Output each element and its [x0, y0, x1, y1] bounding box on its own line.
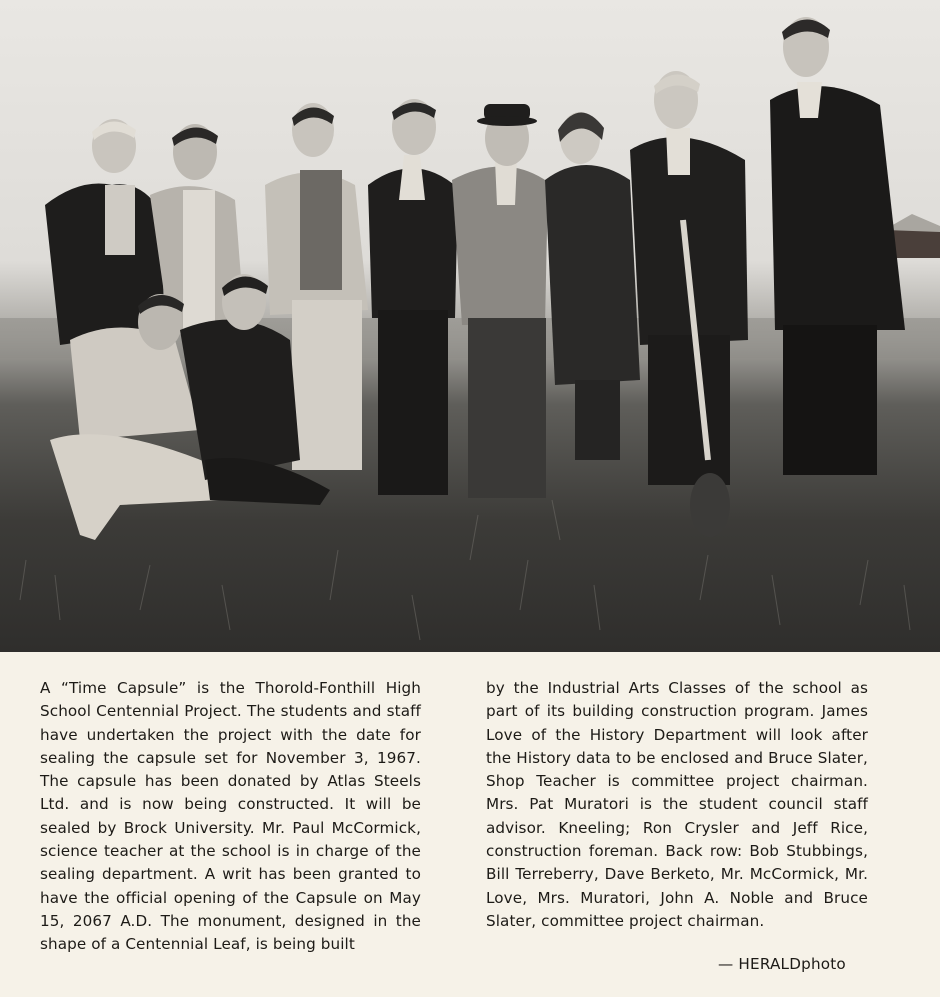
caption-left-text: A “Time Capsule” is the Thorold-Fonthill High School Centennial Project. The students and staff have undertaken the project with the date for sealing the capsule set for November 3, 1967. The capsule has been donated by Atlas Steels Ltd. and is now being constructed. It will be sealed by Brock University. Mr. Paul McCormick, science teacher at the school is in charge of the sealing department. A writ has been granted to have the official opening of the Capsule on May 15, 2067 A.D. The monument, designed in the shape of a Centennial Leaf, is being built — [40, 679, 421, 954]
photo-credit: — HERALDphoto — [718, 955, 846, 973]
caption-block — [0, 652, 940, 997]
caption-left-column — [40, 677, 421, 957]
caption-right-text: by the Industrial Arts Classes of the school as part of its building construction program. James Love of the History Department will look after the History data to be enclosed and Bruce Slater, Shop Teacher is committee project chairman. Mrs. Pat Muratori is the student council staff advisor. Kneeling; Ron Crysler and Jeff Rice, construction foreman. Back row: Bob Stubbings, Bill Terreberry, Dave Berketo, Mr. McCormick, Mr. Love, Mrs. Muratori, John A. Noble and Bruce Slater, committee project chairman. — [486, 679, 868, 930]
caption-right-column — [486, 677, 868, 933]
